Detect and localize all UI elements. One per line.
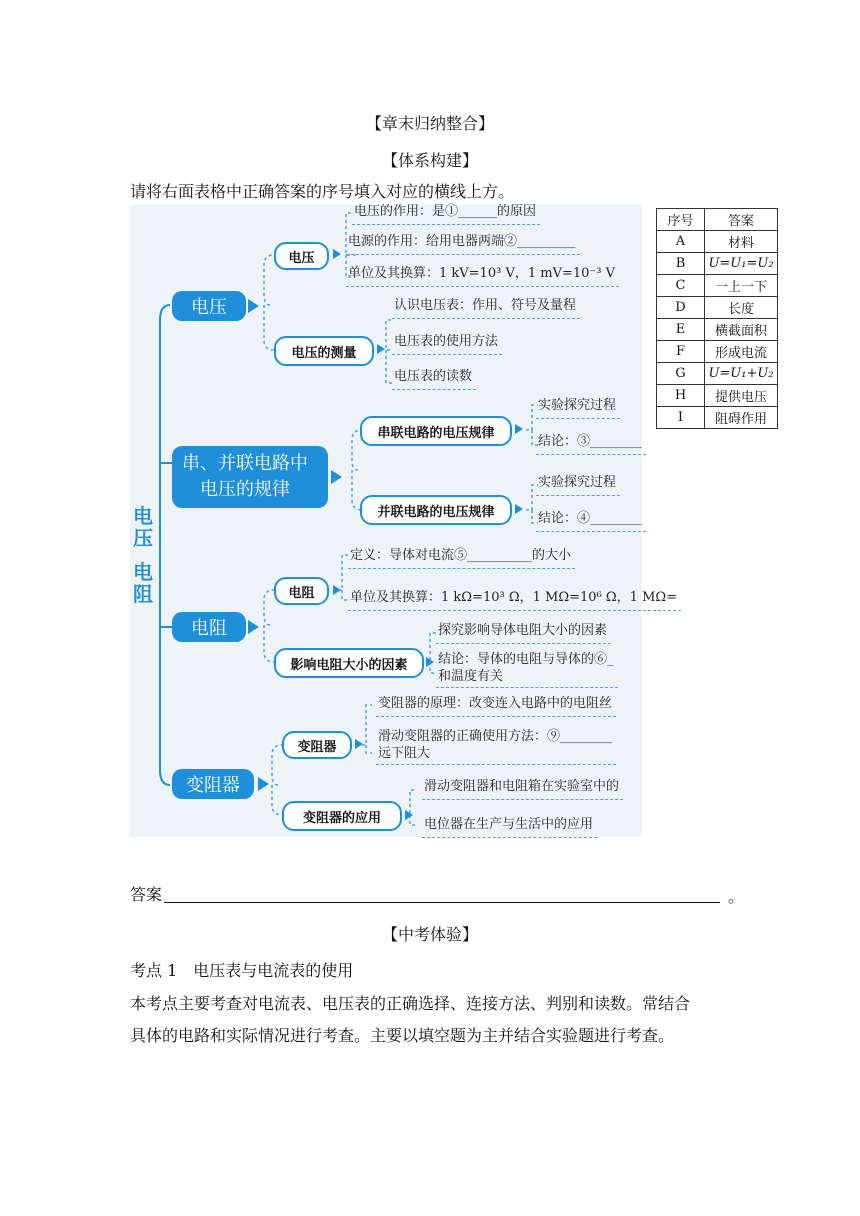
leaf-resistance-units: 单位及其换算：1 kΩ=10³ Ω，1 MΩ=10⁶ Ω，1 MΩ= [348, 588, 681, 611]
leaf-voltage-units: 单位及其换算：1 kV=10³ V，1 mV=10⁻³ V [346, 264, 619, 287]
leaf-factors-conclusion: 结论：导体的电阻与导体的⑥_ 和温度有关 [436, 651, 618, 688]
answer-table [656, 208, 778, 429]
leaf-parallel-conclusion: 结论：④________ [536, 509, 646, 532]
answer-label: 答案 [130, 885, 163, 904]
exam-experience-heading: 【中考体验】 [381, 925, 478, 944]
row-index: B [657, 253, 705, 275]
sub-parallel-rule: 并联电路的电压规律 [360, 495, 512, 525]
row-answer: 横截面积 [705, 319, 778, 341]
table-row [657, 253, 778, 275]
table-row [657, 407, 778, 429]
leaf-series-conclusion: 结论：③________ [536, 432, 646, 455]
arrow-icon [248, 299, 259, 313]
row-answer: 形成电流 [705, 341, 778, 363]
row-answer: 一上一下 [705, 275, 778, 297]
topic1-paragraph-line1: 本考点主要考查对电流表、电压表的正确选择、连接方法、判别和读数。常结合 [130, 994, 691, 1013]
table-header-row [657, 209, 778, 231]
system-build-heading: 【体系构建】 [381, 151, 478, 170]
leaf-power-source-function: 电源的作用：给用电器两端②_________ [346, 232, 580, 255]
leaf-voltmeter-usage: 电压表的使用方法 [392, 332, 502, 355]
leaf-rheostat-principle: 变阻器的原理：改变连入电路中的电阻丝 [376, 694, 616, 717]
row-index: I [657, 407, 705, 429]
arrow-icon [333, 585, 341, 595]
row-index: G [657, 363, 705, 385]
arrow-icon [515, 424, 523, 434]
table-row [657, 363, 778, 385]
sub-rheostat-application: 变阻器的应用 [282, 801, 402, 831]
arrow-icon [515, 504, 523, 514]
table-row [657, 319, 778, 341]
topic1-paragraph-line2: 具体的电路和实际情况进行考查。主要以填空题为主并结合实验题进行考查。 [130, 1026, 675, 1045]
leaf-voltmeter-reading: 电压表的读数 [392, 367, 476, 390]
table-row [657, 231, 778, 253]
row-index: F [657, 341, 705, 363]
sub-voltage: 电压 [274, 242, 329, 270]
instruction-text: 请将右面表格中正确答案的序号填入对应的横线上方。 [130, 182, 515, 201]
section-resistance: 电阻 [172, 612, 246, 642]
answer-end-mark: 。 [728, 887, 745, 906]
leaf-voltmeter-intro: 认识电压表：作用、符号及量程 [392, 296, 580, 319]
knowledge-mindmap [130, 204, 678, 837]
section-rheostat: 变阻器 [172, 769, 254, 799]
row-answer: 材料 [705, 231, 778, 253]
row-index: A [657, 231, 705, 253]
arrow-icon [405, 810, 413, 820]
sub-resistance-factors: 影响电阻大小的因素 [274, 648, 424, 678]
arrow-icon [248, 620, 259, 634]
leaf-series-experiment: 实验探究过程 [536, 396, 620, 419]
table-row [657, 341, 778, 363]
mindmap-vertical-title: 电 压 电 阻 [133, 504, 153, 606]
sub-series-rule: 串联电路的电压规律 [360, 416, 512, 446]
header-answer: 答案 [705, 209, 778, 231]
table-row [657, 297, 778, 319]
arrow-icon [331, 470, 342, 484]
row-index: C [657, 275, 705, 297]
sub-rheostat: 变阻器 [282, 731, 352, 759]
leaf-voltage-function: 电压的作用：是①______的原因 [352, 202, 540, 225]
leaf-rheostat-lab: 滑动变阻器和电阻箱在实验室中的 [422, 777, 623, 800]
header-index: 序号 [657, 209, 705, 231]
row-answer: 长度 [705, 297, 778, 319]
topic1-title: 考点 1 电压表与电流表的使用 [130, 961, 354, 980]
section-voltage-rules: 串、并联电路中 电压的规律 [172, 446, 328, 508]
sub-resistance: 电阻 [274, 577, 329, 605]
leaf-potentiometer: 电位器在生产与生活中的应用 [422, 815, 597, 838]
arrow-icon [333, 249, 341, 259]
leaf-resistance-definition: 定义：导体对电流⑤__________的大小 [348, 546, 575, 569]
row-answer: 提供电压 [705, 385, 778, 407]
sub-voltage-measurement: 电压的测量 [274, 336, 374, 366]
leaf-factors-experiment: 探究影响导体电阻大小的因素 [436, 621, 611, 644]
section-voltage: 电压 [172, 291, 246, 321]
table-row [657, 275, 778, 297]
arrow-icon [355, 739, 363, 749]
chapter-summary-heading: 【章末归纳整合】 [365, 114, 494, 133]
row-index: D [657, 297, 705, 319]
row-answer: U=U₁=U₂ [705, 253, 778, 275]
arrow-icon [258, 777, 269, 791]
arrow-icon [426, 657, 434, 667]
row-index: H [657, 385, 705, 407]
leaf-rheostat-usage: 滑动变阻器的正确使用方法：⑨________ 远下阻大 [376, 728, 616, 765]
row-answer: U=U₁+U₂ [705, 363, 778, 385]
table-row [657, 385, 778, 407]
row-answer: 阻碍作用 [705, 407, 778, 429]
answer-blank-line[interactable] [164, 902, 720, 903]
arrow-icon [377, 344, 385, 354]
leaf-parallel-experiment: 实验探究过程 [536, 473, 620, 496]
row-index: E [657, 319, 705, 341]
